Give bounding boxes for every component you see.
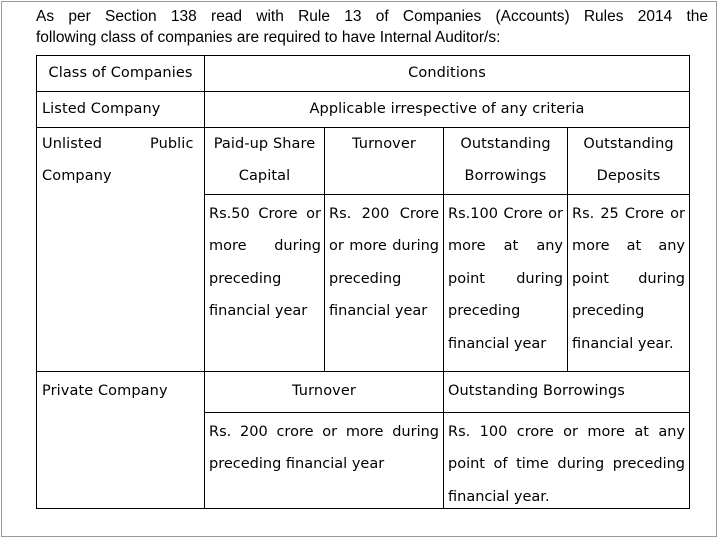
listed-company-label: Listed Company <box>42 101 161 117</box>
unlisted-heading-turnover: Turnover <box>352 136 416 152</box>
unlisted-value-outstanding-deposits: Rs. 25 Crore or more at any point during preceding financial year. <box>572 206 685 352</box>
intro-line-2: following class of companies are required to have Internal Auditor/s: <box>36 29 501 46</box>
listed-company-condition: Applicable irrespective of any criteria <box>309 101 585 117</box>
unlisted-heading-paid-up-capital-line2: Capital <box>238 168 291 184</box>
row-rule <box>37 371 689 372</box>
unlisted-heading-outstanding-deposits-line2: Deposits <box>596 168 661 184</box>
unlisted-value-paid-up-capital: Rs.50 Crore or more during preceding financial year <box>209 206 321 320</box>
header-conditions: Conditions <box>408 65 486 81</box>
row-rule <box>204 412 689 413</box>
private-company-label: Private Company <box>42 383 168 399</box>
unlisted-heading-paid-up-capital: Paid-up Share <box>213 136 316 152</box>
unlisted-label-part3: Company <box>42 168 112 184</box>
column-rule <box>324 127 325 371</box>
private-heading-turnover: Turnover <box>292 383 356 399</box>
unlisted-heading-outstanding-deposits: Outstanding <box>583 136 674 152</box>
unlisted-heading-outstanding-borrowings-line2: Borrowings <box>464 168 547 184</box>
intro-paragraph <box>36 6 708 48</box>
header-class-of-companies: Class of Companies <box>48 65 193 81</box>
row-rule <box>37 91 689 92</box>
private-heading-outstanding-borrowings: Outstanding Borrowings <box>448 383 625 399</box>
unlisted-label-part2: Public <box>150 136 194 152</box>
intro-line-1: As per Section 138 read with Rule 13 of Companies (Accounts) Rules 2014 the <box>36 8 708 25</box>
unlisted-label-part1: Unlisted <box>42 136 103 152</box>
unlisted-value-outstanding-borrowings: Rs.100 Crore or more at any point during preceding financial year <box>448 206 563 352</box>
unlisted-heading-outstanding-borrowings: Outstanding <box>460 136 551 152</box>
unlisted-value-turnover: Rs. 200 Crore or more during preceding financial year <box>329 206 439 320</box>
internal-auditor-table <box>36 55 690 509</box>
private-value-outstanding-borrowings: Rs. 100 crore or more at any point of time during preceding financial year. <box>448 424 685 505</box>
row-rule <box>204 194 689 195</box>
private-value-turnover: Rs. 200 crore or more during preceding financial year <box>209 424 439 473</box>
